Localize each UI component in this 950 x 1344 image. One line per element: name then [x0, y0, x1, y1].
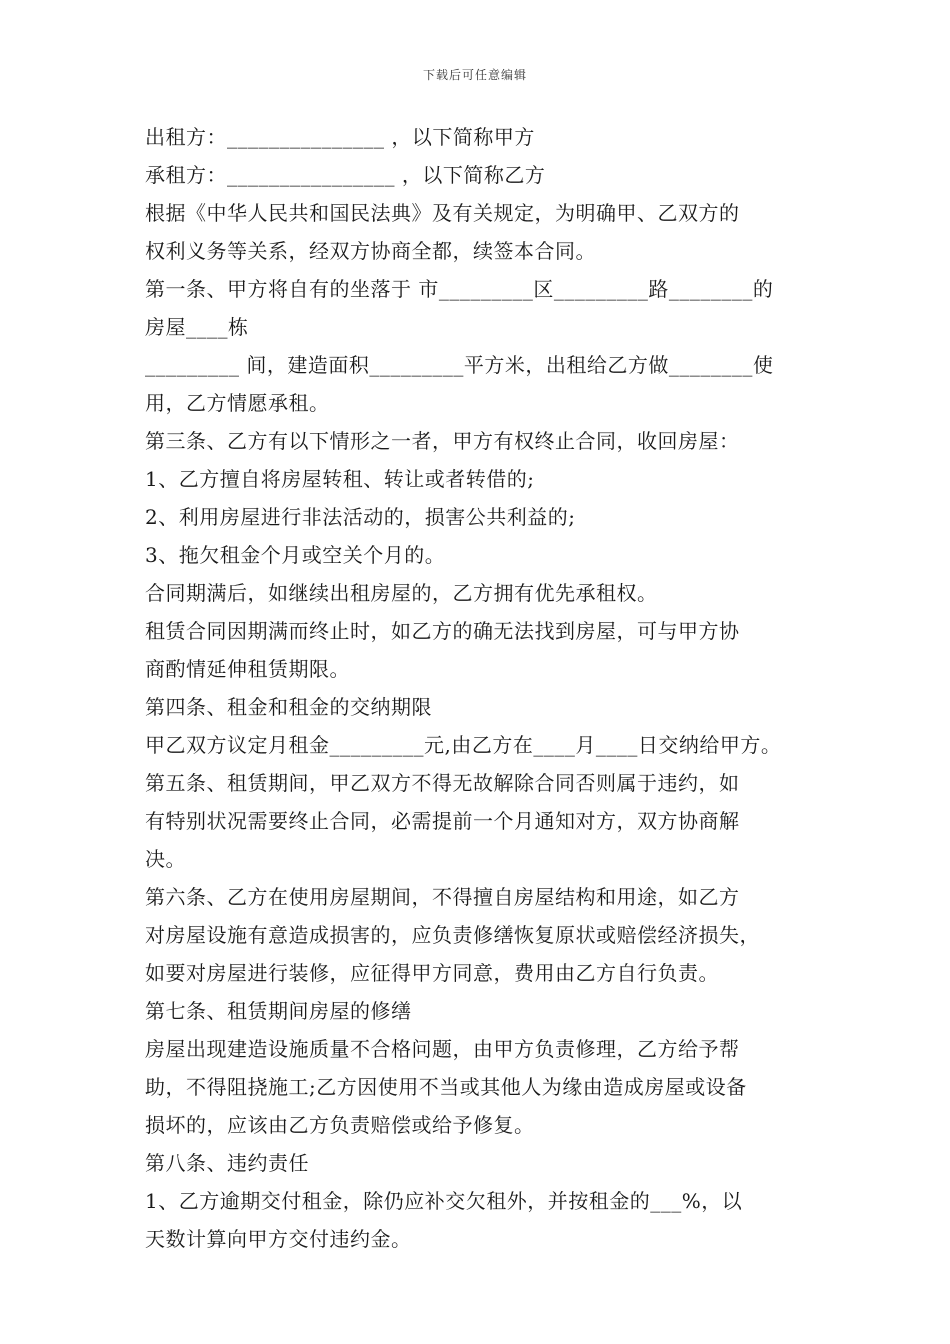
- text-line: 助，不得阻挠施工;乙方因使用不当或其他人为缘由造成房屋或设备: [145, 1075, 747, 1099]
- text-line: 3、拖欠租金个月或空关个月的。: [145, 543, 446, 567]
- text-line: 租赁合同因期满而终止时，如乙方的确无法找到房屋，可与甲方协: [145, 619, 740, 643]
- text-line: 甲乙双方议定月租金_________元,由乙方在____月____日交纳给甲方。: [145, 733, 782, 757]
- page-header: 下载后可任意编辑: [422, 68, 527, 82]
- text-line: 第五条、租赁期间，甲乙双方不得无故解除合同否则属于违约，如: [145, 771, 740, 795]
- text-line: 对房屋设施有意造成损害的，应负责修缮恢复原状或赔偿经济损失，: [145, 923, 760, 947]
- text-line: 用，乙方情愿承租。: [145, 391, 330, 415]
- text-line: 如要对房屋进行装修，应征得甲方同意，费用由乙方自行负责。: [145, 961, 719, 985]
- text-line: 合同期满后，如继续出租房屋的，乙方拥有优先承租权。: [145, 581, 658, 605]
- contract-body: [145, 118, 810, 1258]
- text-line: 2、利用房屋进行非法活动的，损害公共利益的;: [145, 505, 576, 529]
- text-line: 第七条、租赁期间房屋的修缮: [145, 999, 412, 1023]
- text-line: 第六条、乙方在使用房屋期间，不得擅自房屋结构和用途，如乙方: [145, 885, 740, 909]
- text-line: 房屋出现建造设施质量不合格问题，由甲方负责修理，乙方给予帮: [145, 1037, 740, 1061]
- text-line: 商酌情延伸租赁期限。: [145, 657, 350, 681]
- text-line: 根据《中华人民共和国民法典》及有关规定，为明确甲、乙双方的: [145, 201, 740, 225]
- text-line: 1、乙方逾期交付租金，除仍应补交欠租外，并按租金的___%，以: [145, 1189, 743, 1213]
- text-line: 权利义务等关系，经双方协商全都，续签本合同。: [145, 239, 596, 263]
- text-line: 第三条、乙方有以下情形之一者，甲方有权终止合同，收回房屋：: [145, 429, 740, 453]
- text-line: 决。: [145, 847, 186, 871]
- text-line: 出租方：_______________ ，以下简称甲方: [145, 125, 535, 149]
- text-line: _________ 间，建造面积_________平方米，出租给乙方做________使: [145, 353, 774, 377]
- text-line: 有特别状况需要终止合同，必需提前一个月通知对方，双方协商解: [145, 809, 740, 833]
- text-line: 天数计算向甲方交付违约金。: [145, 1227, 412, 1251]
- text-line: 房屋____栋: [145, 315, 249, 339]
- text-line: 第四条、租金和租金的交纳期限: [145, 695, 432, 719]
- text-line: 第一条、甲方将自有的坐落于 市_________区_________路________的: [145, 277, 774, 301]
- text-line: 第八条、违约责任: [145, 1151, 309, 1175]
- text-line: 损坏的，应该由乙方负责赔偿或给予修复。: [145, 1113, 535, 1137]
- text-line: 1、乙方擅自将房屋转租、转让或者转借的;: [145, 467, 535, 491]
- text-line: 承租方：________________ ，以下简称乙方: [145, 163, 546, 187]
